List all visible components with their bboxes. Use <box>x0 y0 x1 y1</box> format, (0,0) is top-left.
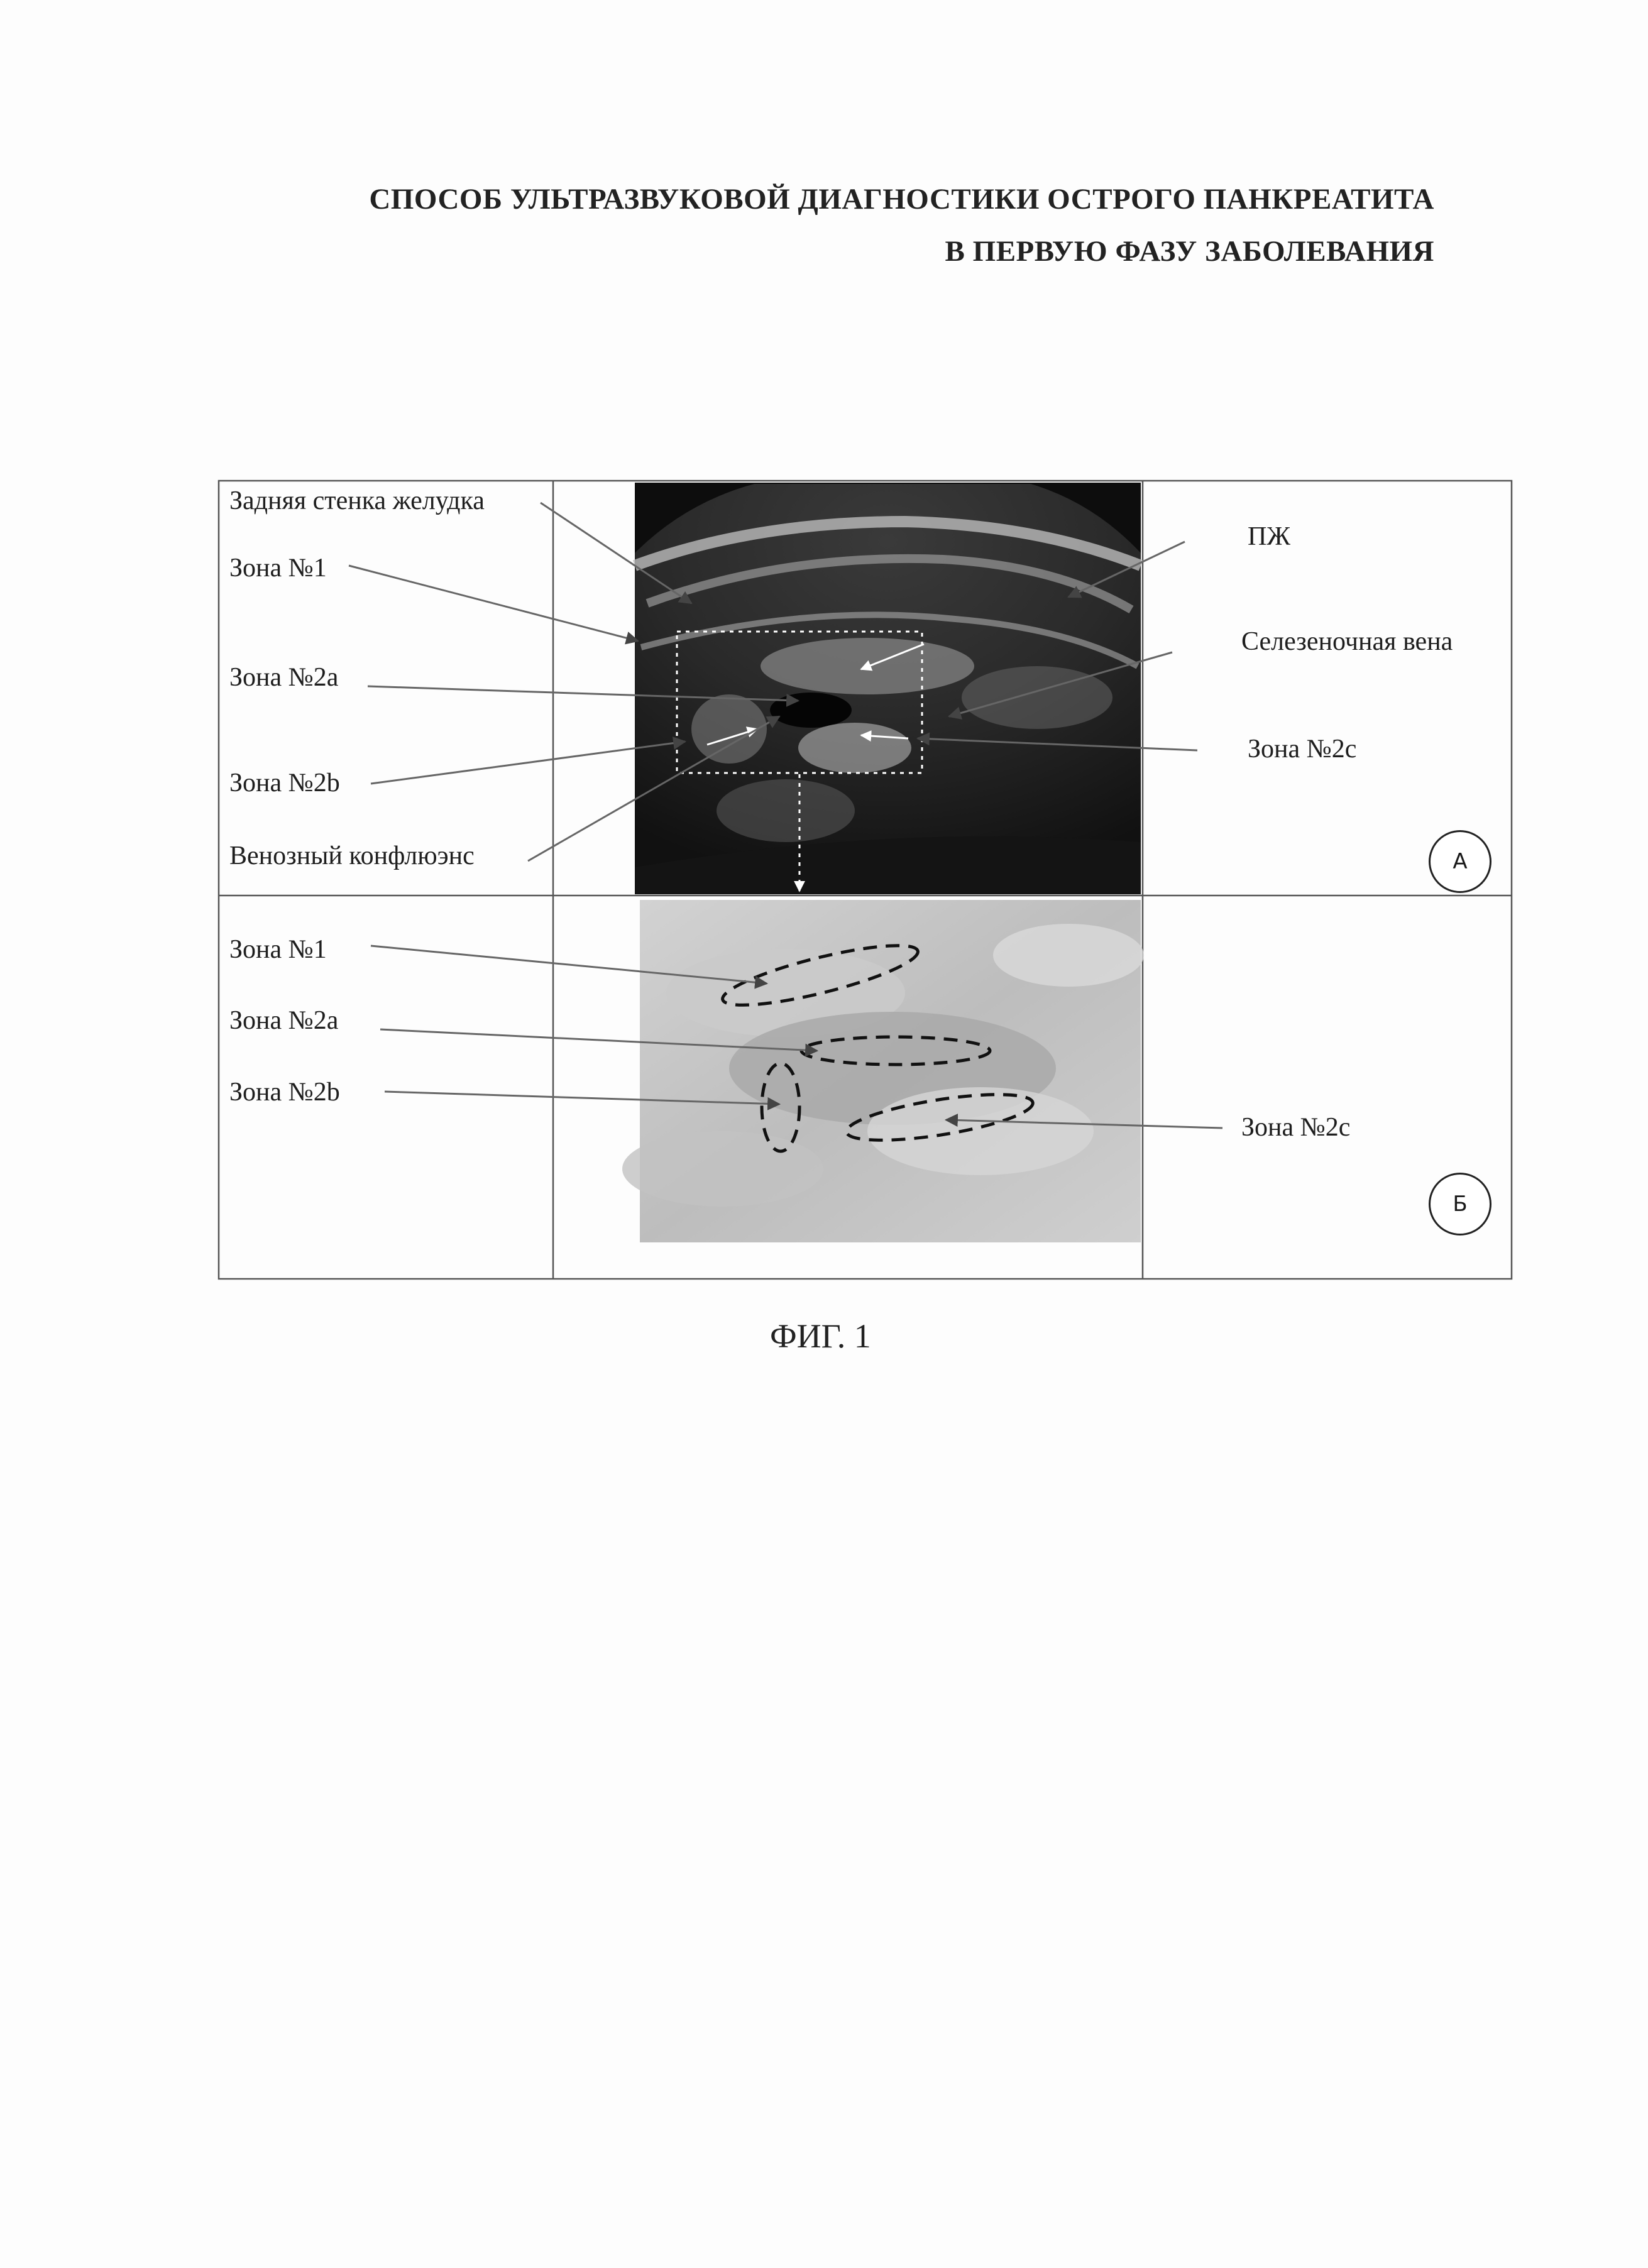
label-venous-confluence: Венозный конфлюэнс <box>229 841 475 870</box>
figure-caption: ФИГ. 1 <box>770 1317 871 1355</box>
label-zone-2b-a: Зона №2b <box>229 769 340 797</box>
panel-a-badge: А <box>1429 830 1491 893</box>
label-zone-2b-b: Зона №2b <box>229 1078 340 1107</box>
label-zone-1-a: Зона №1 <box>229 554 327 583</box>
title-line-1: СПОСОБ УЛЬТРАЗВУКОВОЙ ДИАГНОСТИКИ ОСТРОГО ПАНКРЕАТИТА <box>369 183 1434 216</box>
label-pancreas: ПЖ <box>1248 522 1290 551</box>
ultrasound-image-a <box>635 483 1141 894</box>
title-line-2: В ПЕРВУЮ ФАЗУ ЗАБОЛЕВАНИЯ <box>945 235 1434 268</box>
label-zone-2a-b: Зона №2a <box>229 1006 339 1035</box>
panel-b-badge: Б <box>1429 1173 1491 1235</box>
label-zone-2c-a: Зона №2c <box>1248 735 1357 764</box>
label-zone-2c-b: Зона №2c <box>1241 1113 1351 1142</box>
ultrasound-image-b <box>622 900 1144 1242</box>
label-stomach-wall: Задняя стенка желудка <box>229 486 485 515</box>
label-splenic-vein: Селезеночная вена <box>1241 627 1453 656</box>
label-zone-1-b: Зона №1 <box>229 935 327 964</box>
label-zone-2a-a: Зона №2a <box>229 663 339 692</box>
